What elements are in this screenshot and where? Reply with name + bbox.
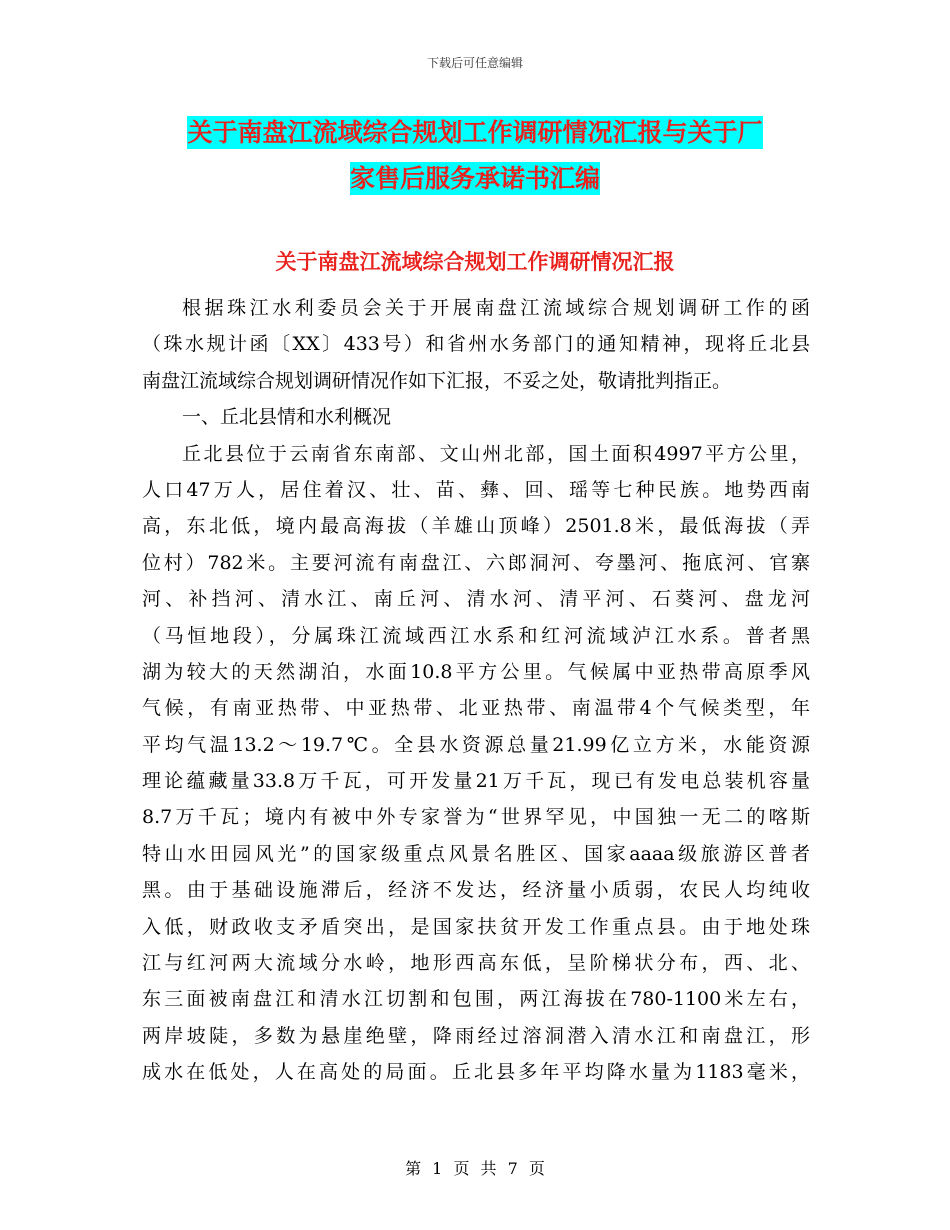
body-line: 平均气温13.2～19.7℃。全县水资源总量21.99亿立方米，水能资源 <box>142 733 810 756</box>
body-line: 特山水田园风光”的国家级重点风景名胜区、国家aaaa级旅游区普者 <box>142 842 810 865</box>
body-line: 8.7万千瓦；境内有被中外专家誉为“世界罕见，中国独一无二的喀斯 <box>142 806 810 829</box>
body-line: 东三面被南盘江和清水江切割和包围，两江海拔在780-1100米左右， <box>142 988 810 1011</box>
body-line: （马恒地段），分属珠江流域西江水系和红河流域泸江水系。普者黑 <box>142 624 810 647</box>
body-line: 两岸坡陡，多数为悬崖绝壁，降雨经过溶洞潜入清水江和南盘江，形 <box>142 1024 810 1047</box>
body-line: 丘北县位于云南省东南部、文山州北部，国土面积4997平方公里， <box>182 442 810 465</box>
document-title-line-1: 关于南盘江流域综合规划工作调研情况汇报与关于厂 <box>187 118 763 147</box>
body-line: 根据珠江水利委员会关于开展南盘江流域综合规划调研工作的函 <box>182 297 810 319</box>
body-line: （珠水规计函〔XX〕433号）和省州水务部门的通知精神，现将丘北县 <box>142 333 810 356</box>
document-title <box>0 110 950 202</box>
page-number-footer: 第 1 页 共 7 页 <box>405 1159 545 1178</box>
body-line: 河、补挡河、清水江、南丘河、清水河、清平河、石葵河、盘龙河 <box>142 588 810 611</box>
body-line: 理论蕴藏量33.8万千瓦，可开发量21万千瓦，现已有发电总装机容量 <box>142 770 810 793</box>
body-line: 湖为较大的天然湖泊，水面10.8平方公里。气候属中亚热带高原季风 <box>142 660 810 683</box>
body-line: 位村）782米。主要河流有南盘江、六郎洞河、夸墨河、拖底河、官寨 <box>142 551 810 574</box>
body-line: 南盘江流域综合规划调研情况作如下汇报，不妥之处，敬请批判指正。 <box>142 369 732 392</box>
body-line: 气候，有南亚热带、中亚热带、北亚热带、南温带4个气候类型，年 <box>142 697 810 720</box>
body-line: 黑。由于基础设施滞后，经济不发达，经济量小质弱，农民人均纯收 <box>142 879 810 902</box>
body-text <box>142 290 810 1091</box>
document-title-line-2: 家售后服务承诺书汇编 <box>349 164 600 193</box>
page-header-note: 下载后可任意编辑 <box>426 56 523 70</box>
body-line: 入低，财政收支矛盾突出，是国家扶贫开发工作重点县。由于地处珠 <box>142 915 810 938</box>
body-line: 高，东北低，境内最高海拔（羊雄山顶峰）2501.8米，最低海拔（弄 <box>142 515 810 538</box>
body-line: 人口47万人，居住着汉、壮、苗、彝、回、瑶等七种民族。地势西南 <box>142 478 810 501</box>
body-line: 一、丘北县情和水利概况 <box>182 406 392 429</box>
body-line: 江与红河两大流域分水岭，地形西高东低，呈阶梯状分布，西、北、 <box>142 952 810 975</box>
section-title: 关于南盘江流域综合规划工作调研情况汇报 <box>275 249 675 274</box>
body-line: 成水在低处，人在高处的局面。丘北县多年平均降水量为1183毫米， <box>142 1061 810 1084</box>
